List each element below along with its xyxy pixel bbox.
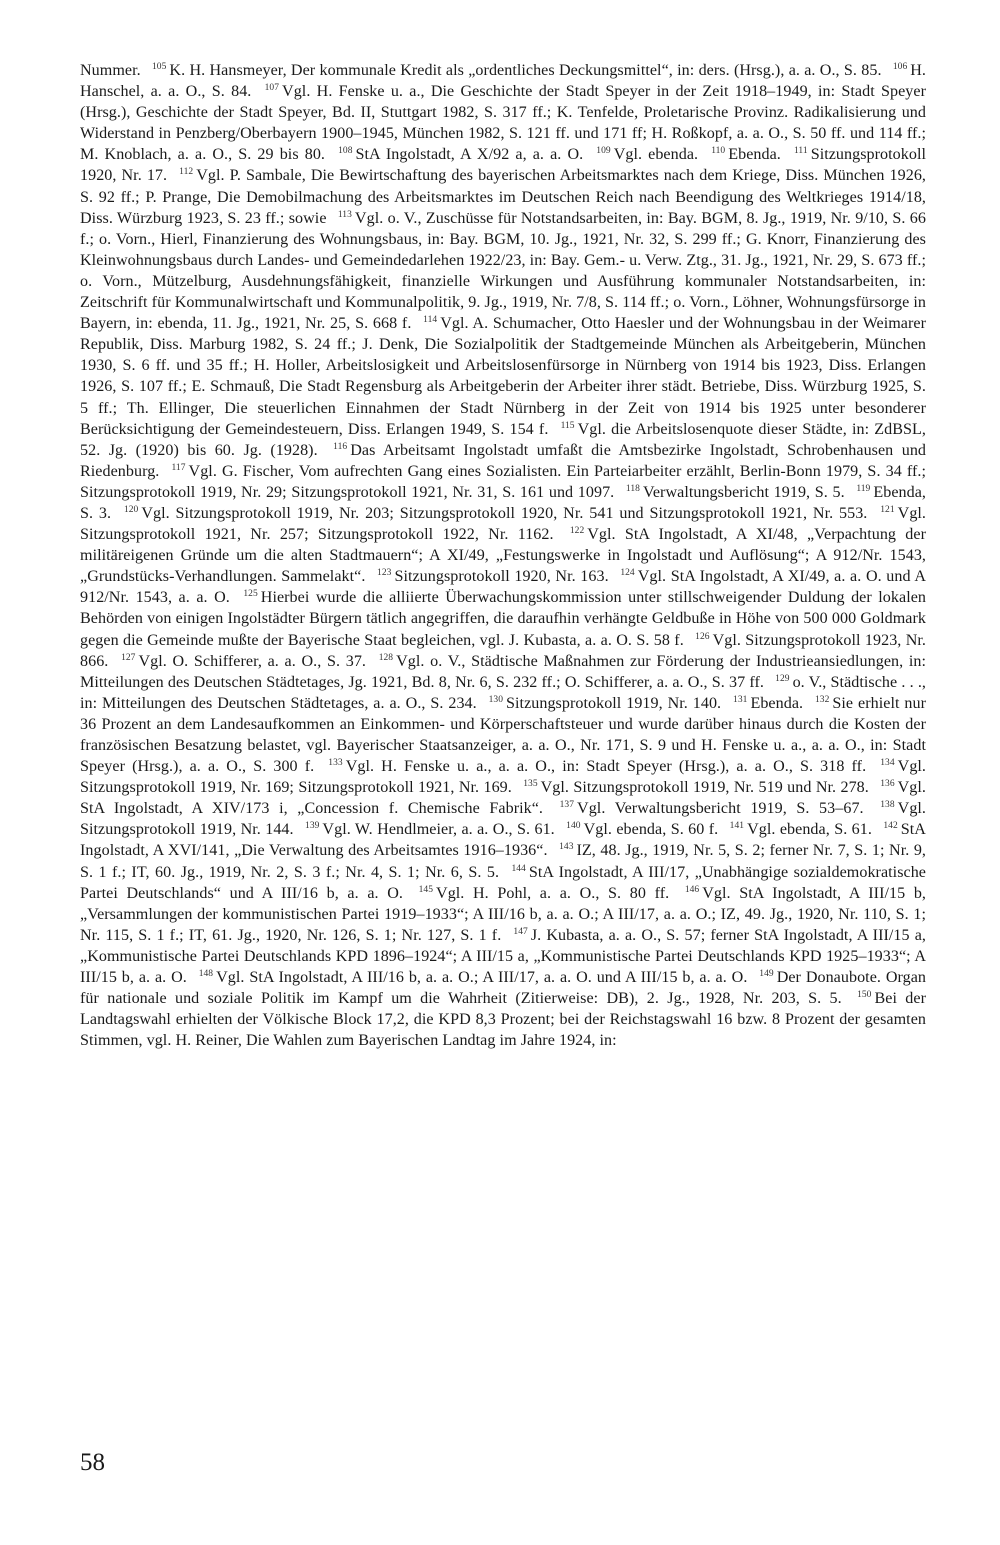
- footnote-number: 106: [892, 62, 908, 72]
- footnote-text: StA Ingolstadt, A X/92 a, a. a. O.: [355, 146, 584, 164]
- footnote: [365, 568, 608, 585]
- footnote-text: Vgl. G. Fischer, Vom aufrechten Gang eines Sozialisten. Ein Parteiarbeiter erzählt, Berlin-Bonn 1979, S. 34 ff.; Sitzungsprotokoll 1919, Nr. 29; Sitzungsprotokoll 1921, Nr. 31, S. 161 und 1097.: [80, 462, 926, 501]
- footnote-number: 146: [684, 884, 700, 895]
- footnote-number: 121: [880, 504, 895, 515]
- footnote-number: 126: [695, 631, 710, 642]
- footnote-text: Vgl. O. Schifferer, a. a. O., S. 37.: [138, 652, 366, 670]
- footnote-text: Ebenda.: [728, 146, 781, 164]
- footnote-text: Sitzungsprotokoll 1919, Nr. 140.: [506, 694, 722, 712]
- footnote: [187, 969, 748, 986]
- footnote-number: 150: [857, 990, 872, 1001]
- footnote-text: Vgl. die Arbeitslosenquote dieser Städte, in: ZdBSL, 52. Jg. (1920) bis 60. Jg. (1928).: [80, 420, 926, 459]
- footnote-text: Vgl. o. V., Zuschüsse für Notstandsarbeiten, in: Bay. BGM, 8. Jg., 1919, Nr. 9/10, S. 66 f.; o. Vorn., Hierl, Finanzierung des Wohnungsbaus, in: Bay. BGM, 10. Jg., 1921, Nr. 32, S. 299 ff.; G. Knorr, Finanzierung des Kleinwohnungsbaus durch Landes- und Gemeindedarlehen 1922/23, in: Bay. Gem.- u. Verw. Ztg., 31. Jg., 1921, Nr. 29, S. 673 ff.; o. Vorn., Mützelburg, Ausdehnungsfähigkeit, finanzielle Wirkungen und Ausführung kommunaler Notstandsarbeiten, in: Zeitschrift für Kommunalwirtschaft und Kommunalpolitik, 9. Jg., 1919, Nr. 7/8, S. 114 ff.; o. Vorn., Löhner, Wohnungsfürsorge in Bayern, in: ebenda, 11. Jg., 1921, Nr. 25, S. 668 f.: [80, 209, 926, 333]
- footnote-number: 117: [171, 462, 186, 473]
- footnote: [698, 146, 781, 163]
- footnote-text: Sitzungsprotokoll 1920, Nr. 163.: [394, 568, 609, 586]
- page-number: 58: [80, 1449, 105, 1476]
- footnote-number: 142: [883, 821, 898, 832]
- footnote-text: Vgl. o. V., Städtische Maßnahmen zur Förderung der Industrieansiedlungen, in: Mitteilungen des Deutschen Städtetages, Jg. 1921, Bd. 8, Nr. 6, S. 232 ff.; O. Schifferer, a. a. O., S. 37 ff.: [80, 652, 927, 691]
- footnote-number: 123: [377, 568, 392, 579]
- footnote-text: Vgl. Sitzungsprotokoll 1919, Nr. 203; Sitzungsprotokoll 1920, Nr. 541 und Sitzungsprotokoll 1921, Nr. 553.: [141, 504, 868, 522]
- footnote-text: Vgl. ebenda, S. 61.: [747, 821, 872, 839]
- footnote-text: Vgl. StA Ingolstadt, A III/15 b, „Versammlungen der kommunistischen Partei 1919–1933“; A III/16 b, a. a. O.; A III/17, a. a. O.; IZ, 49. Jg., 1920, Nr. 110, S. 1; Nr. 115, S. 1 f.; IT, 61. Jg., 1920, Nr. 126, S. 1; Nr. 127, S. 1 f.: [80, 884, 927, 944]
- footnote-text: Sitzungsprotokoll 1920, Nr. 17.: [80, 146, 926, 185]
- footnote-number: 115: [560, 420, 575, 431]
- footnote-number: 130: [488, 694, 504, 705]
- footnote: [294, 821, 555, 838]
- footnote-number: 134: [880, 758, 895, 769]
- footnote-number: 105: [152, 62, 167, 72]
- footnote-text: StA Ingolstadt, A III/17, „Unabhängige sozialdemokratische Partei Deutschlands“ und A III/16 b, a. a. O.: [80, 863, 926, 902]
- footnote-number: 120: [123, 504, 139, 515]
- footnote-number: 144: [511, 863, 526, 874]
- footnote: [111, 505, 867, 522]
- footnote-number: 148: [198, 969, 214, 980]
- footnote-number: 108: [338, 146, 353, 157]
- footnote-text: Vgl. ebenda, S. 60 f.: [583, 821, 719, 839]
- footnote-text: Vgl. H. Pohl, a. a. O., S. 80 ff.: [436, 884, 670, 902]
- footnote-number: 145: [418, 884, 434, 895]
- footnote-text: Ebenda, S. 3.: [80, 483, 927, 522]
- footnote-text: Das Arbeitsamt Ingolstadt umfaßt die Amtsbezirke Ingolstadt, Schrobenhausen und Riedenburg.: [80, 441, 927, 480]
- footnote: [80, 315, 926, 437]
- footnote-number: 113: [337, 209, 352, 220]
- footnote: [145, 62, 882, 79]
- footnote-number: 131: [733, 694, 748, 705]
- footnote-text: StA Ingolstadt, A XVI/141, „Die Verwaltung des Arbeitsamtes 1916–1936“.: [80, 821, 926, 860]
- footnote-number: 124: [620, 568, 635, 579]
- footnote-text: K. H. Hansmeyer, Der kommunale Kredit als „ordentliches Deckungsmittel“, in: ders. (Hrsg.), a. a. O., S. 85.: [169, 62, 882, 79]
- footnote-text: H. Hanschel, a. a. O., S. 84.: [80, 62, 926, 101]
- footnote-text: Vgl. Sitzungsprotokoll 1921, Nr. 257; Sitzungsprotokoll 1922, Nr. 1162.: [80, 504, 927, 544]
- footnote-text: Vgl. Verwaltungsbericht 1919, S. 53–67.: [577, 800, 864, 818]
- footnote-text: Bei der Landtagswahl erhielten der Völkische Block 17,2, die KPD 8,3 Prozent; bei der Reichstagswahl 16 bzw. 8 Prozent der gesamten Stimmen, vgl. H. Reiner, Die Wahlen zum Bayerischen Landtag im Jahre 1924, in:: [80, 990, 926, 1050]
- footnote-number: 122: [569, 526, 585, 537]
- footnote-text: Vgl. StA Ingolstadt, A III/16 b, a. a. O.; A III/17, a. a. O. und A III/15 b, a. a. O.: [216, 969, 748, 987]
- footnote-number: 132: [815, 694, 830, 705]
- footnote-text: Vgl. Sitzungsprotokoll 1919, Nr. 169; Sitzungsprotokoll 1921, Nr. 169.: [80, 758, 927, 797]
- footnote-number: 107: [264, 83, 280, 94]
- footnote-text: Verwaltungsbericht 1919, S. 5.: [642, 483, 845, 501]
- footnote: [108, 653, 366, 670]
- footnote-number: 135: [523, 779, 538, 790]
- footnote-number: 112: [179, 167, 194, 178]
- footnote-number: 137: [559, 800, 575, 811]
- footnote-number: 114: [423, 315, 438, 326]
- footnote-number: 127: [121, 652, 136, 663]
- footnote-text: Vgl. ebenda.: [613, 146, 699, 164]
- footnote-number: 125: [243, 589, 258, 600]
- footnote: [543, 800, 864, 817]
- footnote-text: Vgl. P. Sambale, Die Bewirtschaftung des bayerischen Arbeitsmarktes nach dem Kriege, Diss. München 1926, S. 92 ff.; P. Prange, Die Demobilmachung des Arbeitsmarktes im Deutschen Reich nach Beendigung des Weltkrieges 1914/18, Diss. Würzburg 1923, S. 23 ff.; sowie: [80, 167, 926, 227]
- footnote-number: 140: [566, 821, 581, 832]
- footnote-text: Vgl. H. Fenske u. a., Die Geschichte der Stadt Speyer in der Zeit 1918–1949, in: Stadt Speyer (Hrsg.), Geschichte der Stadt Speyer, Bd. II, Stuttgart 1982, S. 317 ff.; K. Tenfelde, Proletarische Provinz. Radikalisierung und Widerstand in Penzberg/Oberbayern 1900–1945, München 1982, S. 121 ff. und 171 ff; H. Roßkopf, a. a. O., S. 50 ff. und 114 ff.; M. Knoblach, a. a. O., S. 29 bis 80.: [80, 83, 926, 164]
- footnote-text: Vgl. Sitzungsprotokoll 1923, Nr. 866.: [80, 631, 926, 670]
- footnote-text: Der Donaubote. Organ für nationale und soziale Politik im Kampf um die Wahrheit (Zitierweise: DB), 2. Jg., 1928, Nr. 203, S. 5.: [80, 969, 926, 1008]
- footnote-text: o. V., Städtische . . ., in: Mitteilungen des Deutschen Städtetages, a. a. O., S. 234.: [80, 673, 926, 712]
- footnote-text: Sie erhielt nur 36 Prozent an dem Landesaufkommen an Einkommen- und Körperschaftsteuer und wurde darüber hinaus durch die Kosten der französischen Besatzung belastet, vgl. Bayerischer Staatsanzeiger, a. a. O., Nr. 171, S. 9 und H. Fenske u. a., a. a. O., in: Stadt Speyer (Hrsg.), a. a. O., S. 300 f.: [80, 694, 926, 776]
- footnote-text: Vgl. StA Ingolstadt, A XIV/173 i, „Concession f. Chemische Fabrik“.: [80, 779, 926, 818]
- footnote-number: 147: [513, 926, 528, 937]
- footnotes-block: [80, 60, 926, 1051]
- footnote-number: 149: [759, 969, 774, 980]
- footnote-text: Vgl. Sitzungsprotokoll 1919, Nr. 144.: [80, 800, 927, 839]
- footnote: [477, 695, 721, 712]
- footnote-number: 128: [378, 652, 394, 663]
- footnote-number: 143: [559, 842, 574, 853]
- footnote: [314, 758, 866, 775]
- footnote-number: 138: [880, 800, 895, 811]
- footnote-text: Vgl. H. Fenske u. a., a. a. O., in: Stadt Speyer (Hrsg.), a. a. O., S. 318 ff.: [345, 758, 867, 776]
- footnote-lead-text: Nummer.: [80, 62, 141, 79]
- footnote: [614, 484, 844, 501]
- footnote-number: 129: [775, 673, 790, 684]
- footnote: [583, 146, 698, 163]
- footnote: [325, 146, 583, 163]
- footnote-text: Vgl. W. Hendlmeier, a. a. O., S. 61.: [322, 821, 555, 839]
- footnote-text: Hierbei wurde die alliierte Überwachungskommission unter stillschweigender Duldung der lokalen Behörden von einigen Ingolstädter Bürgern tätlich angegriffen, die daraufhin verhängte Geldbuße in Höhe von 500 000 Goldmark gegen die Gemeinde mußte der Bayerische Staat begleichen, vgl. J. Kubasta, a. a. O. S. 58 f.: [80, 589, 926, 649]
- footnote-number: 118: [625, 483, 640, 494]
- footnote-text: Vgl. A. Schumacher, Otto Haesler und der Wohnungsbau in der Weimarer Republik, Diss. Marburg 1982, S. 24 ff.; J. Denk, Die Sozialpolitik der Stadtgemeinde München als Arbeitgeberin, München 1930, S. 6 ff. und 35 ff.; H. Holler, Arbeitslosigkeit und Arbeitslosenfürsorge in Nürnberg von 1914 bis 1923, Diss. Erlangen 1926, S. 107 ff.; E. Schmauß, Die Stadt Regensburg als Arbeitgeberin der Arbeiter ihrer städt. Betriebe, Diss. Würzburg 1925, S. 5 ff.; Th. Ellinger, Die steuerlichen Einnahmen der Stadt Nürnberg in der Zeit von 1914 bis 1925 unter besonderer Berücksichtigung der Gemeindesteuern, Diss. Erlangen 1949, S. 154 f.: [80, 315, 927, 438]
- footnote: [718, 821, 872, 838]
- footnote-number: 133: [328, 758, 343, 769]
- footnote: [403, 885, 669, 902]
- footnote-number: 111: [793, 146, 808, 157]
- footnote-text: IZ, 48. Jg., 1919, Nr. 5, S. 2; ferner Nr. 7, S. 1; Nr. 9, S. 1 f.; IT, 60. Jg., 1919, Nr. 2, S. 3 f.; Nr. 4, S. 1; Nr. 6, S. 5.: [80, 842, 926, 881]
- footnote-text: J. Kubasta, a. a. O., S. 57; ferner StA Ingolstadt, A III/15 a, „Kommunistische Partei Deutschlands KPD 1896–1924“; A III/15 a, „Kommunistische Partei Deutschlands KPD 1925–1933“; A III/15 b, a. a. O.: [80, 926, 926, 987]
- footnote: [555, 821, 719, 838]
- footnote-text: Vgl. Sitzungsprotokoll 1919, Nr. 519 und Nr. 278.: [540, 779, 869, 797]
- footnote-text: Vgl. StA Ingolstadt, A XI/49, a. a. O. und A 912/Nr. 1543, a. a. O.: [80, 568, 926, 607]
- footnote-text: Ebenda.: [750, 694, 804, 712]
- footnote-list: [80, 62, 926, 1049]
- footnote: [512, 779, 869, 796]
- footnote-text: Vgl. StA Ingolstadt, A XI/48, „Verpachtung der militäreigenen Gründe um die alten Stadtmauern“; A XI/49, „Festungswerke in Ingolstadt und Auflösung“; A 912/Nr. 1543, „Grundstücks-Verhandlungen. Sammelakt“.: [80, 526, 926, 586]
- footnote-number: 136: [880, 779, 895, 790]
- footnote-number: 116: [333, 441, 348, 452]
- footnote-number: 141: [729, 821, 745, 832]
- footnote: [80, 210, 926, 332]
- footnote: [721, 695, 803, 712]
- footnote-number: 109: [596, 146, 611, 157]
- footnote-number: 139: [305, 821, 320, 832]
- footnote-number: 119: [856, 483, 871, 494]
- footnote-number: 110: [711, 146, 726, 157]
